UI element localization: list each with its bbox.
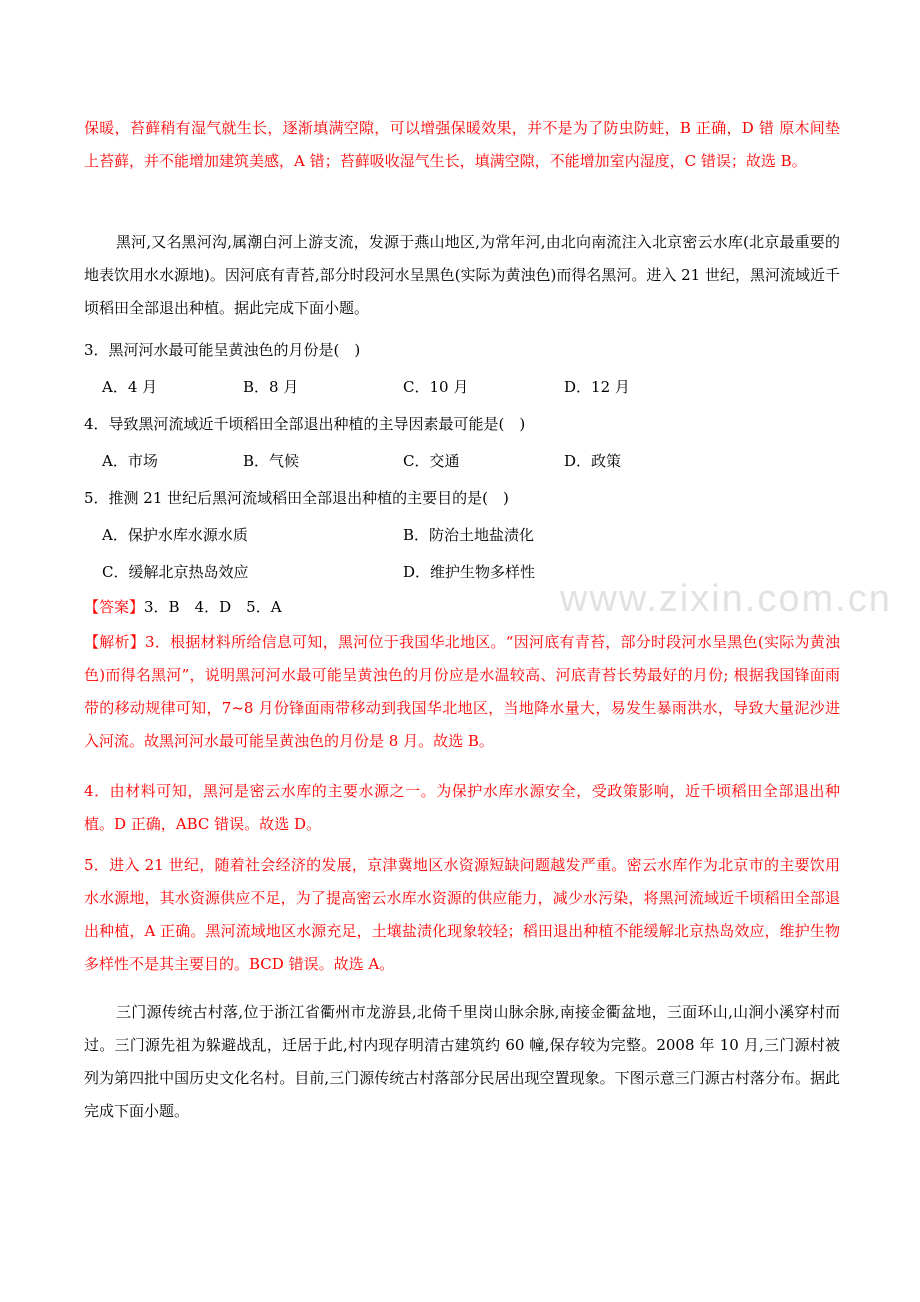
question-3-stem: 3．黑河河水最可能呈黄浊色的月份是( ) <box>84 341 361 359</box>
question-3-option-b[interactable]: B．8 月 <box>243 378 299 396</box>
question-4-option-b[interactable]: B．气候 <box>243 452 300 470</box>
answer-values: 3．B 4．D 5．A <box>144 598 282 616</box>
question-3-option-d[interactable]: D．12 月 <box>564 378 630 396</box>
question-5-option-b[interactable]: B．防治土地盐渍化 <box>403 526 535 544</box>
analysis-q3 <box>84 626 840 758</box>
question-4-stem: 4．导致黑河流域近千顷稻田全部退出种植的主导因素最可能是( ) <box>84 415 526 433</box>
answer-line <box>84 591 282 624</box>
analysis-q3-text: 3．根据材料所给信息可知，黑河位于我国华北地区。“因河底有青苔，部分时段河水呈黑色(实际为黄浊色)而得名黑河”，说明黑河河水最可能呈黄浊色的月份应是水温较高、河底青苔长势最好的月份; 根据我国锋面雨带的移动规律可知，7~8 月份锋面雨带移动到我国华北地区，当地降水量大，易发生暴雨洪水，导致大量泥沙进入河流。故黑河河水最可能呈黄浊色的月份是 8 月。故选 B。 <box>84 633 840 750</box>
question-4-option-d[interactable]: D．政策 <box>564 452 622 470</box>
question-4-option-c[interactable]: C．交通 <box>403 452 460 470</box>
previous-analysis-text: 保暖，苔藓稍有湿气就生长，逐渐填满空隙，可以增强保暖效果，并不是为了防虫防蛀，B 正确，D 错 原木间垫上苔藓，并不能增加建筑美感，A 错；苔藓吸收湿气生长，填满空隙，不能增加室内湿度，C 错误；故选 B。 <box>84 119 840 170</box>
question-5-option-d[interactable]: D．维护生物多样性 <box>403 563 536 581</box>
passage-heihe: 黑河,又名黑河沟,属潮白河上游支流，发源于燕山地区,为常年河,由北向南流注入北京密云水库(北京最重要的地表饮用水水源地)。因河底有青苔,部分时段河水呈黑色(实际为黄浊色)而得名黑河。进入 21 世纪，黑河流域近千顷稻田全部退出种植。据此完成下面小题。 <box>84 233 840 317</box>
question-3-option-c[interactable]: C．10 月 <box>403 378 469 396</box>
analysis-q4: 4．由材料可知，黑河是密云水库的主要水源之一。为保护水库水源安全，受政策影响，近千顷稻田全部退出种植。D 正确，ABC 错误。故选 D。 <box>84 782 840 833</box>
question-5-option-a[interactable]: A．保护水库水源水质 <box>102 526 248 544</box>
question-3-option-a[interactable]: A．4 月 <box>102 378 158 396</box>
question-5-option-c[interactable]: C．缓解北京热岛效应 <box>102 563 249 581</box>
passage-sanmenyuan: 三门源传统古村落,位于浙江省衢州市龙游县,北倚千里岗山脉余脉,南接金衢盆地，三面环山,山涧小溪穿村而过。三门源先祖为躲避战乱，迁居于此,村内现存明清古建筑约 60 幢,保存较为完整。2008 年 10 月,三门源村被列为第四批中国历史文化名村。目前,三门源传统古村落部分民居出现空置现象。下图示意三门源古村落分布。据此完成下面小题。 <box>84 1003 840 1120</box>
question-5-stem: 5．推测 21 世纪后黑河流域稻田全部退出种植的主要目的是( ) <box>84 489 509 507</box>
watermark: www.zixin.com.cn <box>560 578 892 620</box>
analysis-tag: 【解析】 <box>84 633 146 651</box>
analysis-q5: 5．进入 21 世纪，随着社会经济的发展，京津冀地区水资源短缺问题越发严重。密云水库作为北京市的主要饮用水水源地，其水资源供应不足，为了提高密云水库水资源的供应能力，减少水污染，将黑河流域近千顷稻田全部退出种植，A 正确。黑河流域地区水源充足，土壤盐渍化现象较轻；稻田退出种植不能缓解北京热岛效应，维护生物多样性不是其主要目的。BCD 错误。故选 A。 <box>84 856 840 973</box>
question-4-option-a[interactable]: A．市场 <box>102 452 158 470</box>
answer-tag: 【答案】 <box>84 598 145 616</box>
